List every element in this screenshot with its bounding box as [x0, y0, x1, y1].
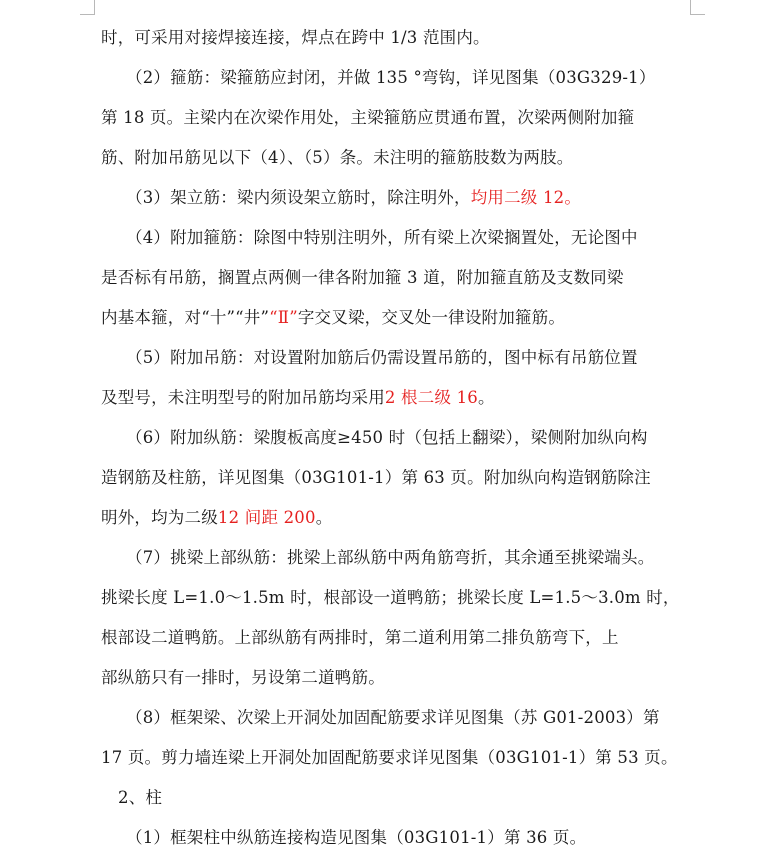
text-line: （8）框架梁、次梁上开洞处加固配筋要求详见图集（苏 G01-2003）第: [126, 708, 660, 727]
highlighted-text: 12 间距 200: [217, 508, 316, 527]
text-line: （6）附加纵筋：梁腹板高度≥450 时（包括上翻梁），梁侧附加纵向构: [126, 428, 648, 447]
text-line: （3）架立筋：梁内须设架立筋时，除注明外，均用二级 12。: [126, 188, 582, 207]
text-line: 造钢筋及柱筋，详见图集（03G101-1）第 63 页。附加纵向构造钢筋除注: [101, 468, 651, 487]
text-line: （5）附加吊筋：对设置附加筋后仍需设置吊筋的，图中标有吊筋位置: [126, 348, 638, 367]
highlighted-text: 2 根二级 16: [384, 388, 478, 407]
text-line: （1）框架柱中纵筋连接构造见图集（03G101-1）第 36 页。: [126, 828, 587, 847]
text-line: 根部设二道鸭筋。上部纵筋有两排时，第二道利用第二排负筋弯下，上: [101, 628, 619, 647]
text-line: 部纵筋只有一排时，另设第二道鸭筋。: [101, 668, 385, 687]
text-line: 17 页。剪力墙连梁上开洞处加固配筋要求详见图集（03G101-1）第 53 页。: [101, 748, 678, 767]
section-heading: 2、柱: [118, 788, 163, 807]
crop-mark-top-right: [690, 0, 705, 15]
text-line: 时，可采用对接焊接连接，焊点在跨中 1/3 范围内。: [101, 28, 490, 47]
text-line: （2）箍筋：梁箍筋应封闭，并做 135 °弯钩，详见图集（03G329-1）: [126, 68, 656, 87]
text-line: 及型号，未注明型号的附加吊筋均采用2 根二级 16。: [101, 388, 495, 407]
crop-mark-top-left: [80, 0, 95, 15]
text-line: 内基本箍，对“十”“井”“Ⅱ”字交叉梁，交叉处一律设附加箍筋。: [101, 308, 566, 327]
text-line: 筋、附加吊筋见以下（4）、（5）条。未注明的箍筋肢数为两肢。: [101, 148, 574, 167]
text-line: 第 18 页。主梁内在次梁作用处，主梁箍筋应贯通布置，次梁两侧附加箍: [101, 108, 635, 127]
text-line: 是否标有吊筋，搁置点两侧一律各附加箍 3 道，附加箍直筋及支数同梁: [101, 268, 624, 287]
text-line: 明外，均为二级12 间距 200。: [101, 508, 333, 527]
text-line: 挑梁长度 L=1.0～1.5m 时，根部设一道鸭筋；挑梁长度 L=1.5～3.0m 时，: [101, 588, 680, 607]
text-line: （4）附加箍筋：除图中特别注明外，所有梁上次梁搁置处，无论图中: [126, 228, 638, 247]
text-line: （7）挑梁上部纵筋：挑梁上部纵筋中两角筋弯折，其余通至挑梁端头。: [126, 548, 655, 567]
highlighted-text: 均用二级 12。: [470, 188, 582, 207]
highlighted-text: “Ⅱ”: [269, 308, 298, 327]
